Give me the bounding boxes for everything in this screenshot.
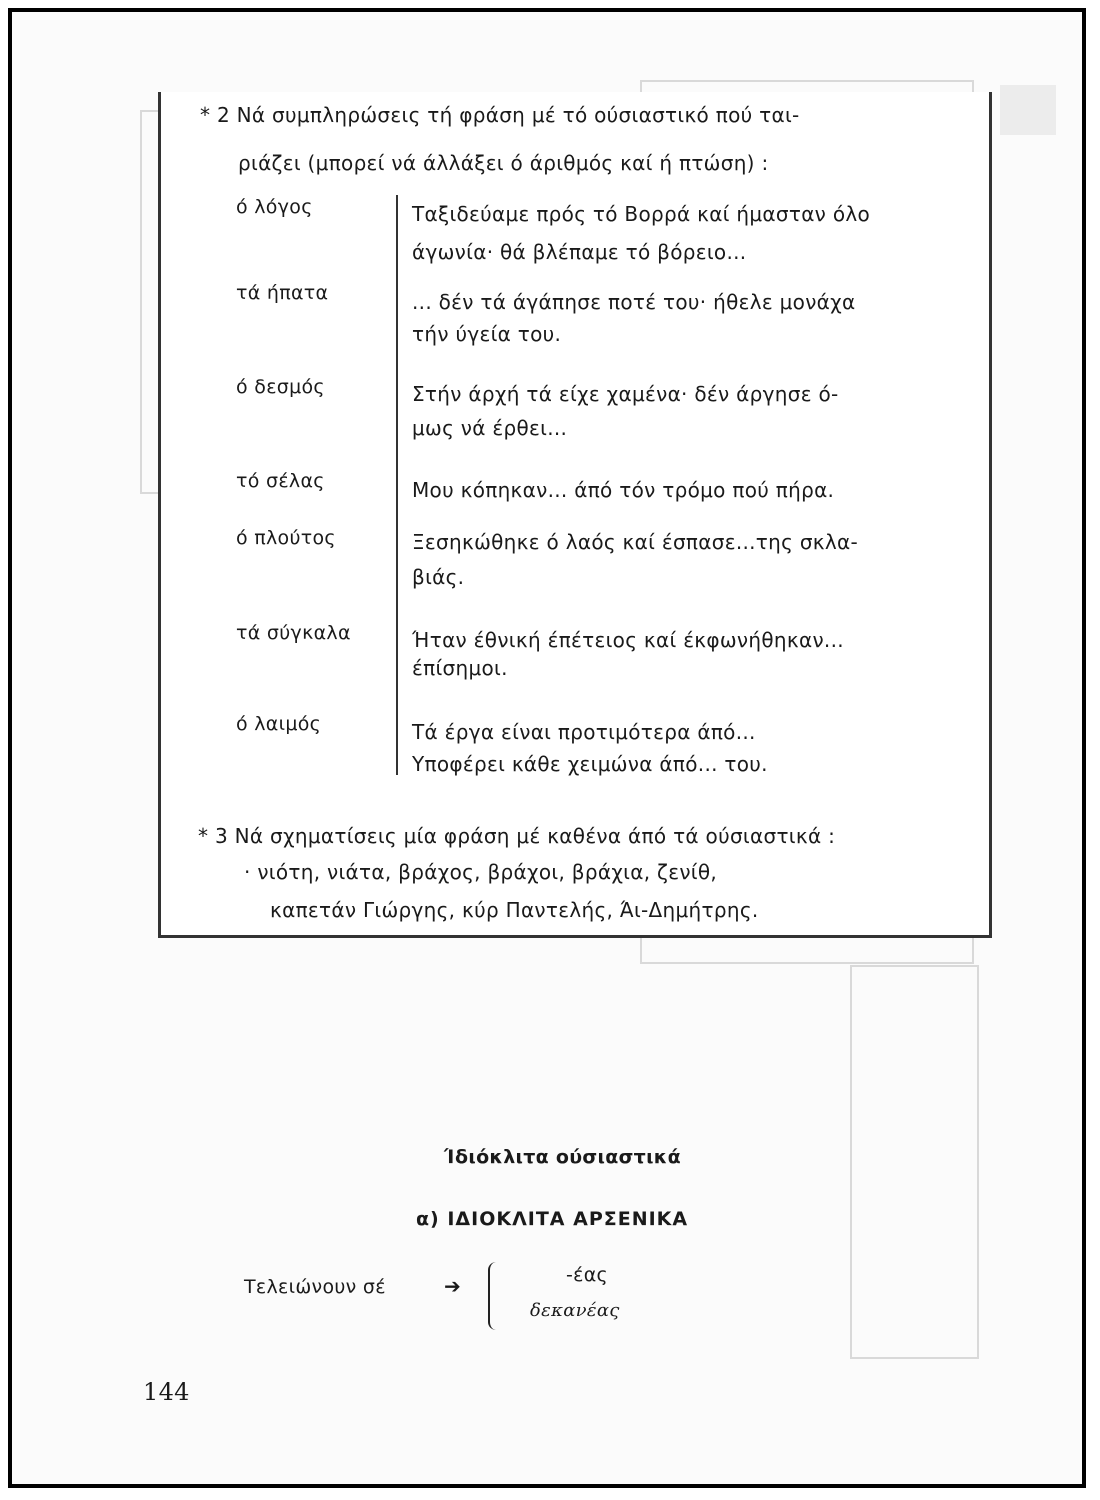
sentence-3b: μως νά έρθει... <box>412 416 568 440</box>
sentence-1a: Ταξιδεύαμε πρός τό Βορρά καί ήμασταν όλο <box>412 202 871 226</box>
sentence-2a: ... δέν τά άγάπησε ποτέ του· ήθελε μονάχα <box>412 290 856 314</box>
noun-ploutos: ό πλούτος <box>236 527 336 549</box>
noun-logos: ό λόγος <box>236 196 313 218</box>
bleed-through-box <box>1000 85 1056 135</box>
exercise-2-instruction-line2: ριάζει (μπορεί νά άλλάξει ό άριθμός καί ή πτώση) : <box>238 151 769 175</box>
section-subtitle: α) ΙΔΙΟΚΛΙΤΑ ΑΡΣΕΝΙΚΑ <box>416 1208 689 1230</box>
column-divider <box>396 195 398 775</box>
sentence-1b: άγωνία· θά βλέπαμε τό βόρειο... <box>412 240 747 264</box>
sentence-7b: Υποφέρει κάθε χειμώνα άπό... του. <box>412 752 768 776</box>
brace-icon <box>488 1262 502 1330</box>
sentence-4a: Μου κόπηκαν... άπό τόν τρόμο πού πήρα. <box>412 478 835 502</box>
page-number: 144 <box>143 1378 190 1406</box>
exercise-2-instruction-line1: * 2 Νά συμπληρώσεις τή φράση μέ τό ούσιαστικό πού ται- <box>200 103 800 127</box>
sentence-5a: Ξεσηκώθηκε ό λαός καί έσπασε...της σκλα- <box>412 530 859 554</box>
noun-sygkala: τά σύγκαλα <box>236 622 351 644</box>
noun-desmos: ό δεσμός <box>236 376 325 398</box>
ending-label: Τελειώνουν σέ <box>244 1276 386 1298</box>
exercise-3-nouns-line1: · νιότη, νιάτα, βράχος, βράχοι, βράχια, ζενίθ, <box>244 860 718 884</box>
sentence-2b: τήν ύγεία του. <box>412 322 562 346</box>
ending-example: δεκανέας <box>530 1300 620 1321</box>
section-title: Ίδιόκλιτα ούσιαστικά <box>444 1146 681 1168</box>
exercise-3-instruction: * 3 Νά σχηματίσεις μία φράση μέ καθένα άπό τά ούσιαστικά : <box>198 824 836 848</box>
sentence-3a: Στήν άρχή τά είχε χαμένα· δέν άργησε ό- <box>412 382 839 406</box>
bleed-through-box <box>850 965 979 1359</box>
noun-ipata: τά ήπατα <box>236 282 329 304</box>
noun-selas: τό σέλας <box>236 470 325 492</box>
exercise-3-nouns-line2: καπετάν Γιώργης, κύρ Παντελής, Άι-Δημήτρης. <box>270 898 759 922</box>
sentence-6b: έπίσημοι. <box>412 656 508 680</box>
ending-suffix: -έας <box>566 1264 609 1286</box>
arrow-icon: ➔ <box>444 1274 462 1298</box>
noun-laimos: ό λαιμός <box>236 713 322 735</box>
sentence-5b: βιάς. <box>412 565 465 589</box>
sentence-6a: Ήταν έθνική έπέτειος καί έκφωνήθηκαν... <box>412 628 844 652</box>
sentence-7a: Τά έργα είναι προτιμότερα άπό... <box>412 720 756 744</box>
